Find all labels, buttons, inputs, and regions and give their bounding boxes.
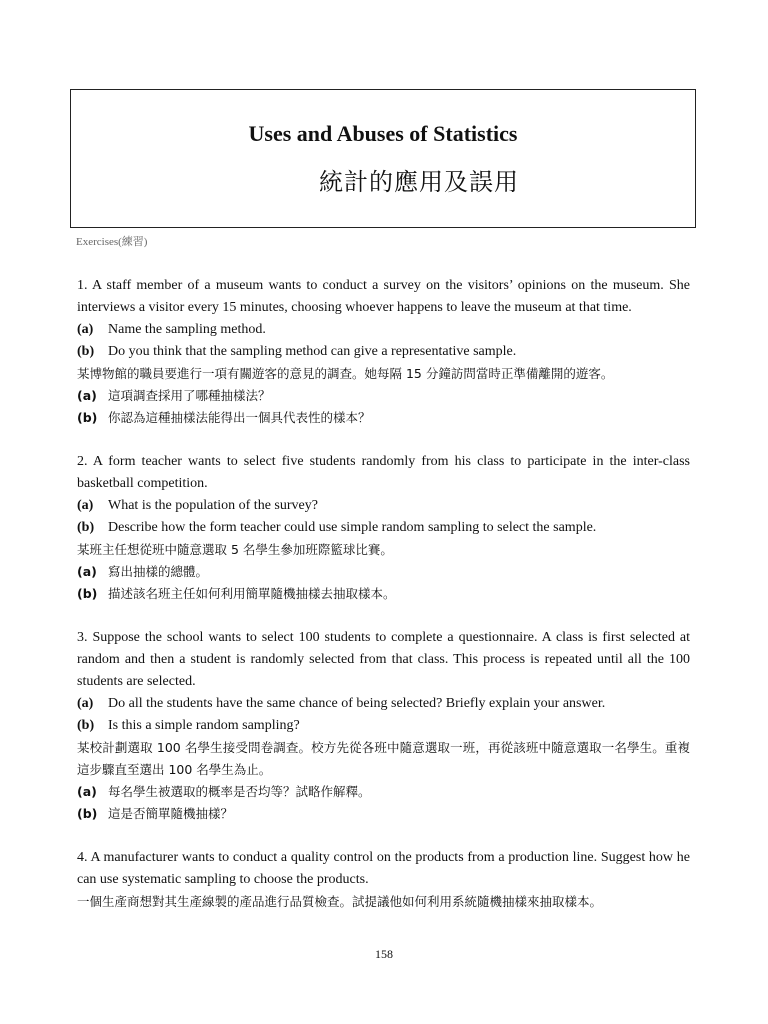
- part-text: 你認為這種抽樣法能得出一個具代表性的樣本？: [108, 410, 371, 425]
- part-text: 寫出抽樣的總體。: [108, 564, 209, 579]
- part-label: (b): [77, 586, 98, 601]
- question-4: [77, 847, 690, 913]
- question-part-zh: [77, 561, 690, 583]
- question-part-en: [77, 341, 690, 363]
- question-part-zh: [77, 583, 690, 605]
- page-title-english: Uses and Abuses of Statistics: [248, 121, 518, 146]
- question-text-en: 1. A staff member of a museum wants to conduct a survey on the visitors’ opinions on the museum. She interviews a visitor every 15 minutes, choosing whoever happens to leave the museum at that time.: [77, 278, 690, 315]
- part-label: (b): [77, 806, 98, 821]
- question-text-en: 3. Suppose the school wants to select 100 students to complete a questionnaire. A class is first selected at random and then a student is randomly selected from that class. This process is repeated until all the 100 students are selected.: [77, 630, 690, 689]
- part-label: (b): [77, 344, 95, 359]
- exercises-label: Exercises(練習): [76, 236, 148, 248]
- question-text-zh: 某班主任想從班中隨意選取 5 名學生參加班際籃球比賽。: [77, 542, 393, 557]
- page-title-chinese: 統計的應用及誤用: [319, 168, 519, 196]
- question-3: [77, 627, 690, 825]
- question-part-zh: [77, 407, 690, 429]
- question-part-zh: [77, 385, 690, 407]
- question-part-en: [77, 715, 690, 737]
- question-2: [77, 451, 690, 605]
- part-text: Describe how the form teacher could use simple random sampling to select the sample.: [108, 520, 597, 535]
- part-label: (a): [77, 498, 94, 513]
- part-text: Do you think that the sampling method can give a representative sample.: [108, 344, 517, 359]
- part-text: Do all the students have the same chance of being selected? Briefly explain your answer.: [108, 696, 606, 711]
- part-label: (b): [77, 718, 95, 733]
- part-text: Name the sampling method.: [108, 322, 266, 337]
- question-text-zh: 一個生產商想對其生產線製的產品進行品質檢查。試提議他如何利用系統隨機抽樣來抽取樣本。: [77, 894, 603, 909]
- part-label: (a): [77, 322, 94, 337]
- part-text: 這項調查採用了哪種抽樣法？: [108, 388, 271, 403]
- question-text-zh: 某校計劃選取 100 名學生接受問卷調查。校方先從各班中隨意選取一班，再從該班中隨意選取一名學生。重複這步驟直至選出 100 名學生為止。: [77, 740, 690, 777]
- part-label: (a): [77, 696, 94, 711]
- question-part-zh: [77, 803, 690, 825]
- part-label: (b): [77, 410, 98, 425]
- question-text-zh: 某博物館的職員要進行一項有關遊客的意見的調查。她每隔 15 分鐘訪問當時正準備離開的遊客。: [77, 366, 614, 381]
- part-label: (b): [77, 520, 95, 535]
- part-text: What is the population of the survey?: [108, 498, 318, 513]
- question-text-en: 2. A form teacher wants to select five students randomly from his class to participate in the inter-class basketball competition.: [77, 454, 690, 491]
- question-part-en: [77, 517, 690, 539]
- question-part-en: [77, 693, 690, 715]
- question-part-en: [77, 495, 690, 517]
- part-text: 每名學生被選取的概率是否均等？試略作解釋。: [108, 784, 371, 799]
- question-1: [77, 275, 690, 429]
- exercise-list: [77, 275, 690, 935]
- part-text: 這是否簡單隨機抽樣？: [108, 806, 234, 821]
- question-part-zh: [77, 781, 690, 803]
- part-label: (a): [77, 388, 97, 403]
- question-text-en: 4. A manufacturer wants to conduct a quality control on the products from a production line. Suggest how he can use systematic sampling to choose the products.: [77, 850, 690, 887]
- page-number: 158: [375, 947, 393, 961]
- question-part-en: [77, 319, 690, 341]
- part-label: (a): [77, 564, 97, 579]
- part-text: Is this a simple random sampling?: [108, 718, 300, 733]
- title-box: [70, 89, 696, 228]
- part-label: (a): [77, 784, 97, 799]
- part-text: 描述該名班主任如何利用簡單隨機抽樣去抽取樣本。: [108, 586, 396, 601]
